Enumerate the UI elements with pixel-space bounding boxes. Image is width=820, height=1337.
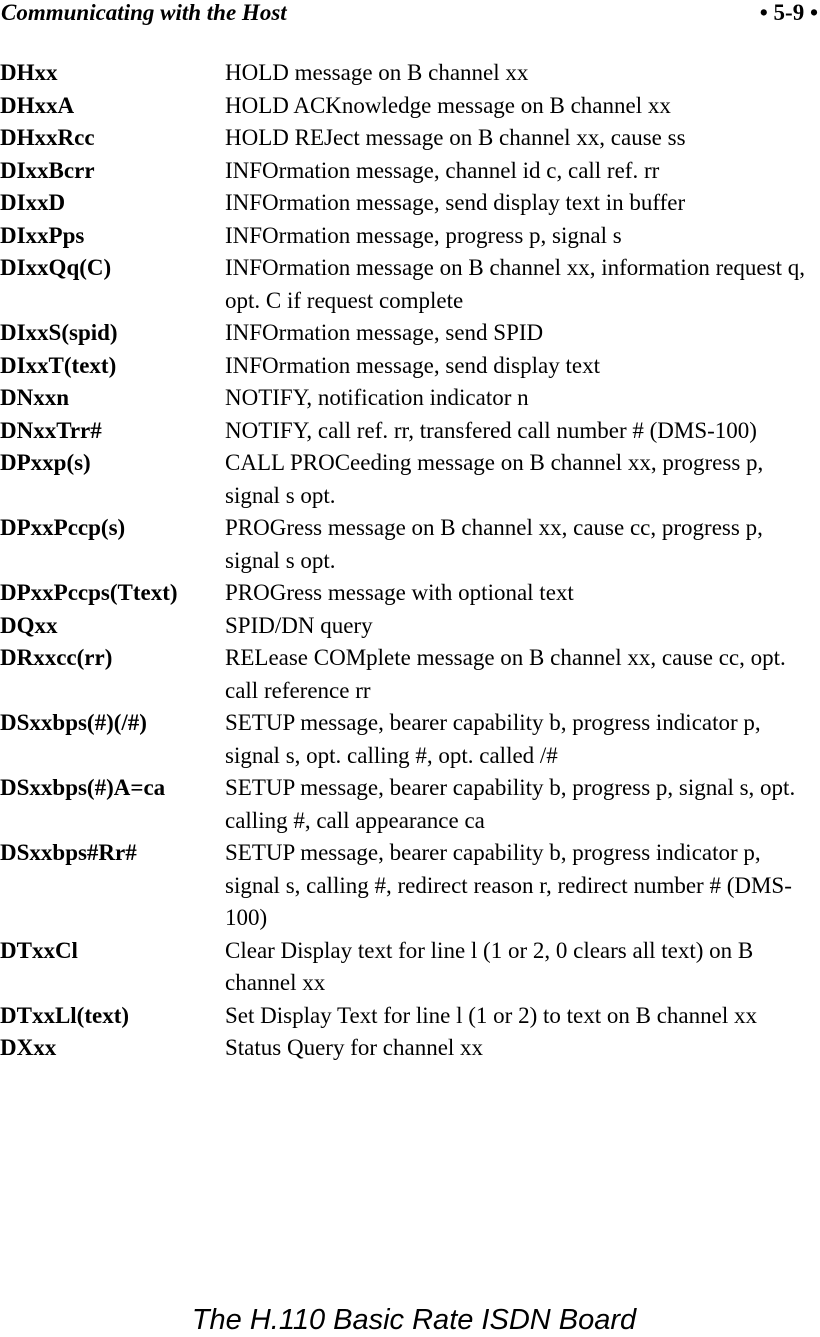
- command-code: DIxxT(text): [0, 352, 117, 378]
- command-description: CALL PROCeeding message on B channel xx, progress p, signal s opt.: [225, 450, 764, 508]
- command-description: NOTIFY, call ref. rr, transfered call number # (DMS-100): [225, 417, 757, 443]
- page-header: [0, 0, 820, 28]
- command-code: DNxxTrr#: [0, 417, 102, 443]
- command-code: DSxxbps(#)(/#): [0, 710, 147, 735]
- command-description: Clear Display text for line l (1 or 2, 0 clears all text) on B channel xx: [225, 937, 754, 995]
- command-row: [0, 772, 820, 837]
- command-row: [0, 317, 820, 350]
- command-code: DPxxPccp(s): [0, 515, 126, 540]
- command-row: [0, 642, 820, 707]
- command-row: [0, 252, 820, 317]
- command-code: DHxxA: [0, 92, 75, 118]
- command-row: [0, 1000, 820, 1033]
- command-description: NOTIFY, notification indicator n: [225, 385, 529, 410]
- command-code: DHxx: [0, 60, 58, 85]
- command-row: [0, 155, 820, 188]
- command-description: INFOrmation message, progress p, signal s: [225, 222, 622, 248]
- command-description: Set Display Text for line l (1 or 2) to text on B channel xx: [225, 1002, 757, 1028]
- command-row: [0, 122, 820, 155]
- command-row: [0, 707, 820, 772]
- command-description: INFOrmation message, send SPID: [225, 320, 544, 345]
- command-description: INFOrmation message, channel id c, call ref. rr: [225, 157, 660, 183]
- command-row: [0, 935, 820, 1000]
- section-title: Communicating with the Host: [1, 0, 287, 25]
- command-code: DPxxp(s): [0, 450, 91, 475]
- command-description: PROGress message with optional text: [225, 580, 574, 605]
- command-code: DTxxLl(text): [0, 1002, 130, 1028]
- command-row: [0, 447, 820, 512]
- command-description: INFOrmation message on B channel xx, information request q, opt. C if request complete: [225, 255, 805, 313]
- command-row: [0, 610, 820, 643]
- command-description: SETUP message, bearer capability b, progress p, signal s, opt. calling #, call appearance ca: [225, 775, 796, 833]
- command-description: INFOrmation message, send display text: [225, 352, 600, 378]
- command-code: DHxxRcc: [0, 125, 95, 150]
- command-description: Status Query for channel xx: [225, 1035, 484, 1060]
- command-description: HOLD message on B channel xx: [225, 60, 529, 85]
- command-row: [0, 350, 820, 383]
- command-description: SETUP message, bearer capability b, progress indicator p, signal s, opt. calling #, opt. called /#: [225, 710, 761, 768]
- command-code: DXxx: [0, 1035, 57, 1060]
- command-description: INFOrmation message, send display text in buffer: [225, 190, 686, 215]
- command-description: HOLD REJect message on B channel xx, cause ss: [225, 125, 686, 150]
- command-row: [0, 187, 820, 220]
- document-title: The H.110 Basic Rate ISDN Board: [191, 1304, 637, 1336]
- page-number: • 5-9 •: [759, 0, 818, 25]
- command-code: DIxxBcrr: [0, 157, 95, 183]
- command-row: [0, 1032, 820, 1065]
- command-row: [0, 837, 820, 935]
- command-code: DNxxn: [0, 385, 70, 410]
- command-code: DPxxPccps(Ttext): [0, 580, 178, 605]
- command-code: DSxxbps(#)A=ca: [0, 775, 166, 800]
- command-code: DQxx: [0, 612, 58, 638]
- page-footer: [0, 1304, 820, 1337]
- command-description: RELease COMplete message on B channel xx, cause cc, opt. call reference rr: [225, 645, 786, 703]
- command-code: DRxxcc(rr): [0, 645, 113, 670]
- command-row: [0, 577, 820, 610]
- command-code: DIxxS(spid): [0, 320, 118, 345]
- command-row: [0, 220, 820, 253]
- command-code: DIxxD: [0, 190, 66, 215]
- command-description: SPID/DN query: [225, 612, 373, 638]
- command-code: DTxxCl: [0, 937, 78, 963]
- command-code: DIxxQq(C): [0, 255, 112, 280]
- command-row: [0, 512, 820, 577]
- command-row: [0, 415, 820, 448]
- command-code: DSxxbps#Rr#: [0, 840, 137, 865]
- command-code: DIxxPps: [0, 222, 85, 248]
- command-description: PROGress message on B channel xx, cause cc, progress p, signal s opt.: [225, 515, 763, 573]
- command-description: SETUP message, bearer capability b, progress indicator p, signal s, calling #, redirect reason r, redirect number # (DMS-100): [225, 840, 792, 930]
- command-row: [0, 57, 820, 90]
- command-row: [0, 382, 820, 415]
- command-row: [0, 90, 820, 123]
- command-description: HOLD ACKnowledge message on B channel xx: [225, 92, 671, 118]
- command-list: [0, 57, 820, 1065]
